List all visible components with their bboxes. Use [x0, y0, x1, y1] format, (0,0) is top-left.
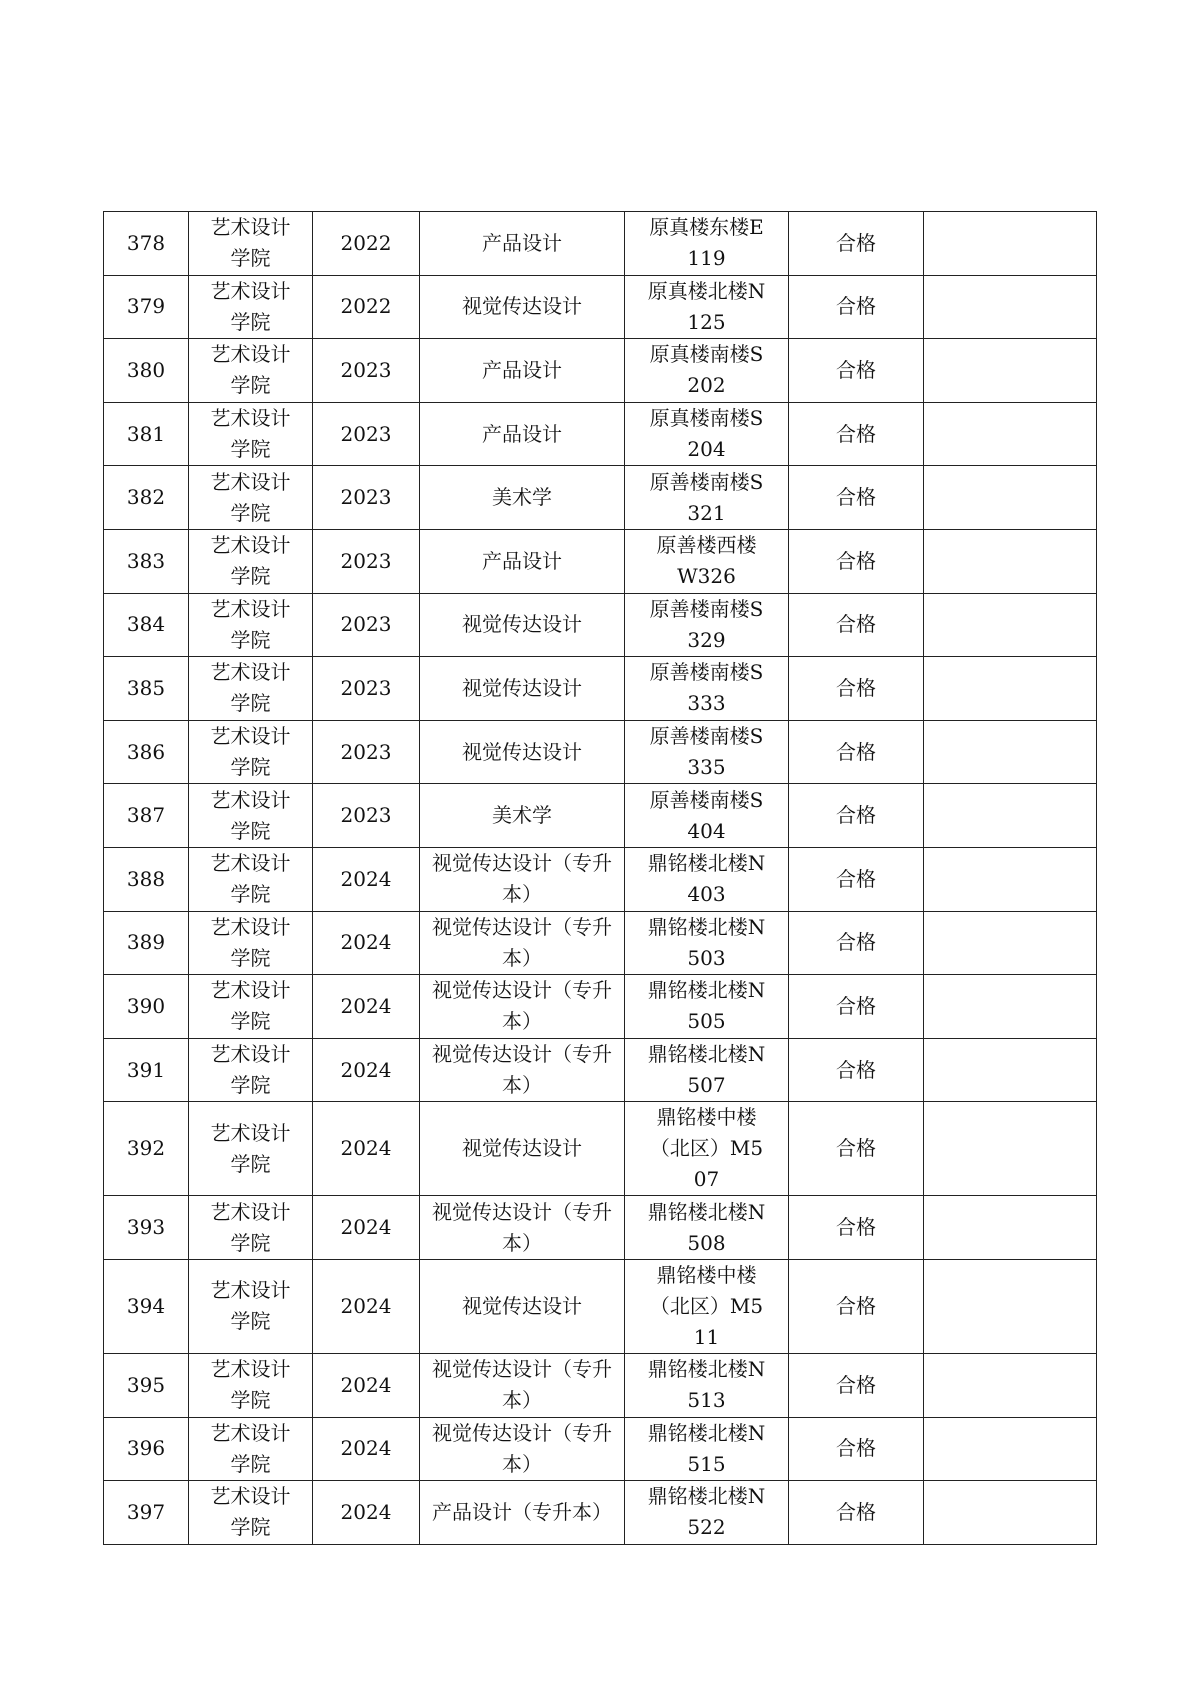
cell-college	[189, 1259, 313, 1353]
cell-room	[625, 212, 789, 276]
cell-result	[789, 212, 924, 276]
cell-text-result: 合格	[836, 1215, 876, 1240]
cell-text-result: 合格	[836, 421, 876, 446]
cell-result	[789, 847, 924, 911]
cell-major	[420, 466, 625, 530]
cell-note	[924, 911, 1097, 975]
cell-result	[789, 1038, 924, 1102]
cell-text-result: 合格	[836, 866, 876, 891]
cell-text-result: 合格	[836, 1499, 876, 1524]
cell-note	[924, 847, 1097, 911]
cell-note	[924, 1038, 1097, 1102]
cell-text-no: 380	[126, 357, 166, 382]
cell-result	[789, 1259, 924, 1353]
cell-text-major: 美术学	[492, 485, 552, 510]
cell-major	[420, 339, 625, 403]
cell-text-year: 2023	[340, 803, 392, 828]
cell-text-major: 视觉传达设计（专升本）	[432, 1042, 612, 1098]
cell-college	[189, 275, 313, 339]
cell-result	[789, 1196, 924, 1260]
cell-year	[313, 1102, 420, 1196]
cell-text-no: 379	[126, 294, 166, 319]
cell-result	[789, 975, 924, 1039]
cell-major	[420, 212, 625, 276]
cell-text-year: 2024	[340, 1499, 392, 1524]
cell-text-result: 合格	[836, 1293, 876, 1318]
cell-year	[313, 975, 420, 1039]
cell-text-college: 艺术设计学院	[210, 851, 291, 907]
cell-number	[104, 1417, 189, 1481]
cell-room	[625, 1417, 789, 1481]
cell-text-year: 2024	[340, 993, 392, 1018]
cell-text-college: 艺术设计学院	[210, 1042, 291, 1098]
cell-text-college: 艺术设计学院	[210, 1278, 291, 1334]
cell-text-year: 2024	[340, 1057, 392, 1082]
cell-text-no: 390	[126, 993, 166, 1018]
cell-text-college: 艺术设计学院	[210, 469, 291, 525]
table-row	[104, 720, 1097, 784]
cell-number	[104, 1353, 189, 1417]
cell-number	[104, 1196, 189, 1260]
cell-text-major: 视觉传达设计（专升本）	[432, 914, 612, 970]
cell-year	[313, 1259, 420, 1353]
cell-college	[189, 1038, 313, 1102]
cell-major	[420, 1038, 625, 1102]
inspection-results-table	[103, 211, 1097, 1545]
cell-year	[313, 593, 420, 657]
cell-text-result: 合格	[836, 993, 876, 1018]
cell-note	[924, 1259, 1097, 1353]
cell-text-result: 合格	[836, 803, 876, 828]
cell-major	[420, 847, 625, 911]
cell-text-college: 艺术设计学院	[210, 978, 291, 1034]
cell-college	[189, 529, 313, 593]
cell-number	[104, 1481, 189, 1545]
cell-major	[420, 911, 625, 975]
cell-college	[189, 975, 313, 1039]
cell-result	[789, 1481, 924, 1545]
cell-college	[189, 720, 313, 784]
cell-text-no: 396	[126, 1436, 166, 1461]
cell-major	[420, 784, 625, 848]
table-row	[104, 529, 1097, 593]
cell-college	[189, 911, 313, 975]
cell-number	[104, 212, 189, 276]
cell-note	[924, 593, 1097, 657]
cell-text-room: 鼎铭楼北楼N508	[647, 1199, 766, 1255]
cell-text-year: 2024	[340, 1136, 392, 1161]
cell-room	[625, 593, 789, 657]
cell-text-result: 合格	[836, 1057, 876, 1082]
cell-text-year: 2024	[340, 930, 392, 955]
cell-college	[189, 657, 313, 721]
cell-text-college: 艺术设计学院	[210, 660, 291, 716]
cell-number	[104, 529, 189, 593]
cell-text-result: 合格	[836, 1436, 876, 1461]
cell-year	[313, 339, 420, 403]
cell-text-year: 2023	[340, 357, 392, 382]
cell-text-major: 产品设计	[482, 357, 562, 382]
cell-note	[924, 720, 1097, 784]
cell-text-college: 艺术设计学院	[210, 533, 291, 589]
cell-note	[924, 402, 1097, 466]
cell-text-room: 原真楼南楼S202	[649, 342, 764, 398]
cell-text-no: 381	[126, 421, 166, 446]
cell-year	[313, 466, 420, 530]
cell-text-college: 艺术设计学院	[210, 1484, 291, 1540]
cell-note	[924, 657, 1097, 721]
cell-note	[924, 339, 1097, 403]
cell-text-room: 原善楼西楼W326	[656, 533, 757, 589]
cell-text-major: 产品设计	[482, 421, 562, 446]
table-row	[104, 593, 1097, 657]
cell-text-major: 视觉传达设计	[462, 294, 582, 319]
cell-room	[625, 1196, 789, 1260]
cell-text-room: 原善楼南楼S321	[649, 469, 764, 525]
cell-note	[924, 1481, 1097, 1545]
cell-major	[420, 1196, 625, 1260]
cell-college	[189, 402, 313, 466]
cell-year	[313, 847, 420, 911]
cell-result	[789, 529, 924, 593]
cell-text-college: 艺术设计学院	[210, 1199, 291, 1255]
cell-text-no: 394	[126, 1293, 166, 1318]
cell-text-major: 美术学	[492, 803, 552, 828]
cell-college	[189, 1417, 313, 1481]
table-row	[104, 1102, 1097, 1196]
cell-room	[625, 275, 789, 339]
cell-text-college: 艺术设计学院	[210, 342, 291, 398]
cell-year	[313, 657, 420, 721]
table-body	[104, 212, 1097, 1545]
cell-major	[420, 1417, 625, 1481]
cell-college	[189, 212, 313, 276]
cell-note	[924, 1102, 1097, 1196]
cell-room	[625, 339, 789, 403]
cell-note	[924, 275, 1097, 339]
cell-text-major: 视觉传达设计	[462, 1293, 582, 1318]
cell-text-major: 视觉传达设计（专升本）	[432, 1420, 612, 1476]
cell-text-major: 产品设计	[482, 548, 562, 573]
cell-text-major: 视觉传达设计	[462, 1136, 582, 1161]
cell-text-result: 合格	[836, 612, 876, 637]
cell-college	[189, 466, 313, 530]
cell-major	[420, 975, 625, 1039]
table-row	[104, 212, 1097, 276]
cell-year	[313, 529, 420, 593]
cell-result	[789, 466, 924, 530]
table-row	[104, 975, 1097, 1039]
table-row	[104, 911, 1097, 975]
cell-text-major: 产品设计（专升本）	[432, 1499, 612, 1524]
cell-text-year: 2023	[340, 421, 392, 446]
cell-text-no: 384	[126, 612, 166, 637]
cell-text-no: 397	[126, 1499, 166, 1524]
cell-text-room: 鼎铭楼北楼N515	[647, 1420, 766, 1476]
cell-text-year: 2024	[340, 1436, 392, 1461]
cell-room	[625, 720, 789, 784]
cell-year	[313, 275, 420, 339]
cell-text-result: 合格	[836, 230, 876, 255]
cell-text-major: 视觉传达设计（专升本）	[432, 978, 612, 1034]
cell-number	[104, 275, 189, 339]
cell-year	[313, 911, 420, 975]
cell-text-room: 原真楼南楼S204	[649, 406, 764, 462]
cell-text-major: 视觉传达设计	[462, 675, 582, 700]
cell-text-room: 鼎铭楼北楼N503	[647, 914, 766, 970]
cell-text-room: 鼎铭楼北楼N513	[647, 1357, 766, 1413]
cell-text-no: 389	[126, 930, 166, 955]
cell-room	[625, 1353, 789, 1417]
cell-number	[104, 1102, 189, 1196]
cell-text-college: 艺术设计学院	[210, 596, 291, 652]
cell-text-result: 合格	[836, 485, 876, 510]
table-row	[104, 784, 1097, 848]
cell-major	[420, 593, 625, 657]
cell-year	[313, 1196, 420, 1260]
cell-text-year: 2024	[340, 1215, 392, 1240]
cell-text-no: 383	[126, 548, 166, 573]
cell-result	[789, 720, 924, 784]
cell-college	[189, 593, 313, 657]
cell-text-room: 鼎铭楼中楼（北区）M511	[649, 1262, 764, 1349]
cell-text-result: 合格	[836, 548, 876, 573]
cell-result	[789, 275, 924, 339]
cell-note	[924, 1417, 1097, 1481]
cell-note	[924, 784, 1097, 848]
cell-number	[104, 784, 189, 848]
cell-room	[625, 911, 789, 975]
cell-note	[924, 212, 1097, 276]
cell-text-room: 原真楼东楼E119	[649, 215, 764, 271]
cell-text-no: 386	[126, 739, 166, 764]
table-row	[104, 1481, 1097, 1545]
cell-text-year: 2023	[340, 675, 392, 700]
cell-text-no: 392	[126, 1136, 166, 1161]
cell-number	[104, 657, 189, 721]
cell-text-major: 视觉传达设计（专升本）	[432, 1199, 612, 1255]
table-row	[104, 1038, 1097, 1102]
cell-result	[789, 402, 924, 466]
cell-result	[789, 657, 924, 721]
cell-year	[313, 1353, 420, 1417]
cell-text-major: 产品设计	[482, 230, 562, 255]
cell-note	[924, 1196, 1097, 1260]
cell-text-room: 原善楼南楼S333	[649, 660, 764, 716]
cell-text-college: 艺术设计学院	[210, 724, 291, 780]
cell-text-result: 合格	[836, 1372, 876, 1397]
cell-text-major: 视觉传达设计	[462, 739, 582, 764]
cell-text-result: 合格	[836, 357, 876, 382]
cell-text-major: 视觉传达设计（专升本）	[432, 851, 612, 907]
cell-number	[104, 847, 189, 911]
cell-text-college: 艺术设计学院	[210, 787, 291, 843]
cell-room	[625, 1259, 789, 1353]
cell-major	[420, 529, 625, 593]
cell-room	[625, 1038, 789, 1102]
cell-text-college: 艺术设计学院	[210, 1420, 291, 1476]
table-row	[104, 1353, 1097, 1417]
cell-number	[104, 402, 189, 466]
cell-year	[313, 1481, 420, 1545]
table-row	[104, 1196, 1097, 1260]
cell-text-result: 合格	[836, 1136, 876, 1161]
cell-text-college: 艺术设计学院	[210, 215, 291, 271]
cell-text-year: 2022	[340, 294, 392, 319]
cell-text-no: 378	[126, 230, 166, 255]
cell-major	[420, 275, 625, 339]
cell-room	[625, 847, 789, 911]
cell-room	[625, 1481, 789, 1545]
cell-text-room: 鼎铭楼北楼N505	[647, 978, 766, 1034]
cell-room	[625, 975, 789, 1039]
cell-major	[420, 1353, 625, 1417]
cell-room	[625, 1102, 789, 1196]
cell-text-no: 391	[126, 1057, 166, 1082]
cell-text-room: 原真楼北楼N125	[647, 278, 766, 334]
cell-text-room: 鼎铭楼中楼（北区）M507	[649, 1105, 764, 1192]
cell-text-no: 388	[126, 866, 166, 891]
cell-college	[189, 847, 313, 911]
cell-note	[924, 466, 1097, 530]
cell-room	[625, 529, 789, 593]
cell-year	[313, 784, 420, 848]
cell-text-year: 2024	[340, 1293, 392, 1318]
cell-major	[420, 1102, 625, 1196]
cell-college	[189, 784, 313, 848]
cell-result	[789, 1102, 924, 1196]
cell-year	[313, 1038, 420, 1102]
cell-text-year: 2023	[340, 739, 392, 764]
cell-room	[625, 402, 789, 466]
table-row	[104, 466, 1097, 530]
cell-text-year: 2023	[340, 548, 392, 573]
cell-text-room: 鼎铭楼北楼N403	[647, 851, 766, 907]
cell-text-room: 原善楼南楼S335	[649, 724, 764, 780]
cell-result	[789, 784, 924, 848]
cell-major	[420, 1481, 625, 1545]
cell-text-room: 原善楼南楼S404	[649, 787, 764, 843]
cell-year	[313, 402, 420, 466]
cell-note	[924, 975, 1097, 1039]
table-row	[104, 1259, 1097, 1353]
cell-year	[313, 720, 420, 784]
table-row	[104, 275, 1097, 339]
cell-text-major: 视觉传达设计	[462, 612, 582, 637]
cell-text-no: 385	[126, 675, 166, 700]
cell-text-college: 艺术设计学院	[210, 914, 291, 970]
cell-number	[104, 466, 189, 530]
cell-major	[420, 657, 625, 721]
cell-major	[420, 720, 625, 784]
table-row	[104, 339, 1097, 403]
cell-college	[189, 1481, 313, 1545]
cell-result	[789, 1417, 924, 1481]
cell-text-year: 2023	[340, 485, 392, 510]
cell-text-result: 合格	[836, 739, 876, 764]
table-row	[104, 402, 1097, 466]
cell-college	[189, 1353, 313, 1417]
cell-college	[189, 1196, 313, 1260]
cell-text-no: 382	[126, 485, 166, 510]
table-row	[104, 657, 1097, 721]
cell-year	[313, 1417, 420, 1481]
cell-room	[625, 466, 789, 530]
cell-text-year: 2023	[340, 612, 392, 637]
cell-text-college: 艺术设计学院	[210, 278, 291, 334]
cell-text-college: 艺术设计学院	[210, 406, 291, 462]
cell-year	[313, 212, 420, 276]
cell-text-result: 合格	[836, 294, 876, 319]
cell-text-college: 艺术设计学院	[210, 1357, 291, 1413]
cell-note	[924, 1353, 1097, 1417]
cell-text-room: 鼎铭楼北楼N522	[647, 1484, 766, 1540]
cell-major	[420, 1259, 625, 1353]
cell-college	[189, 1102, 313, 1196]
cell-text-room: 原善楼南楼S329	[649, 596, 764, 652]
cell-result	[789, 339, 924, 403]
cell-text-no: 393	[126, 1215, 166, 1240]
cell-result	[789, 593, 924, 657]
cell-text-room: 鼎铭楼北楼N507	[647, 1042, 766, 1098]
cell-text-year: 2024	[340, 866, 392, 891]
cell-number	[104, 911, 189, 975]
cell-text-year: 2022	[340, 230, 392, 255]
cell-number	[104, 1038, 189, 1102]
cell-note	[924, 529, 1097, 593]
cell-major	[420, 402, 625, 466]
cell-text-result: 合格	[836, 675, 876, 700]
cell-college	[189, 339, 313, 403]
cell-text-no: 387	[126, 803, 166, 828]
cell-result	[789, 1353, 924, 1417]
cell-room	[625, 657, 789, 721]
cell-number	[104, 593, 189, 657]
cell-number	[104, 720, 189, 784]
cell-number	[104, 339, 189, 403]
cell-number	[104, 975, 189, 1039]
table-row	[104, 847, 1097, 911]
cell-text-result: 合格	[836, 930, 876, 955]
cell-result	[789, 911, 924, 975]
cell-text-college: 艺术设计学院	[210, 1120, 291, 1176]
cell-text-major: 视觉传达设计（专升本）	[432, 1357, 612, 1413]
cell-number	[104, 1259, 189, 1353]
table-row	[104, 1417, 1097, 1481]
cell-text-no: 395	[126, 1372, 166, 1397]
cell-room	[625, 784, 789, 848]
cell-text-year: 2024	[340, 1372, 392, 1397]
